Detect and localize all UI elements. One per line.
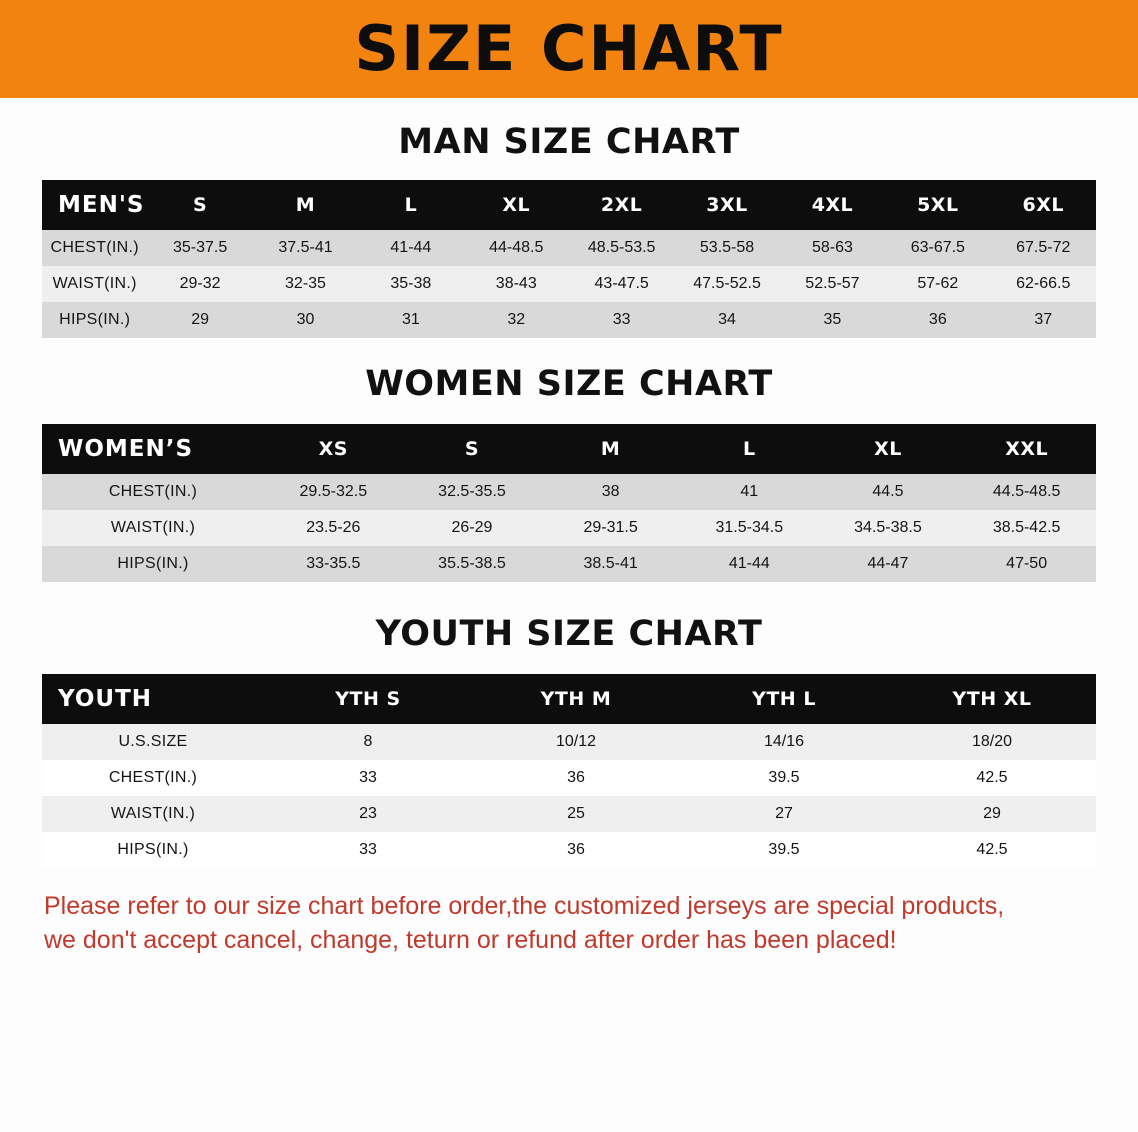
man-hips-6: 35 xyxy=(780,302,885,338)
man-chest-4: 48.5-53.5 xyxy=(569,230,674,266)
youth-corner-label: YOUTH xyxy=(58,686,153,712)
man-hips-2: 31 xyxy=(358,302,463,338)
man-hips-5: 34 xyxy=(674,302,779,338)
women-waist-4: 34.5-38.5 xyxy=(819,510,958,546)
man-chest-8: 67.5-72 xyxy=(991,230,1096,266)
women-hips-0: 33-35.5 xyxy=(264,546,403,582)
women-chest-3: 41 xyxy=(680,474,819,510)
man-col-3: XL xyxy=(502,194,531,216)
man-corner-label: MEN'S xyxy=(58,192,145,218)
youth-size-table xyxy=(42,674,1096,868)
man-chest-7: 63-67.5 xyxy=(885,230,990,266)
women-waist-1: 26-29 xyxy=(403,510,542,546)
man-hips-4: 33 xyxy=(569,302,674,338)
women-row-label-waist: WAIST(IN.) xyxy=(42,510,264,546)
man-col-6: 4XL xyxy=(811,194,854,216)
man-hips-3: 32 xyxy=(464,302,569,338)
women-waist-3: 31.5-34.5 xyxy=(680,510,819,546)
man-chest-3: 44-48.5 xyxy=(464,230,569,266)
man-waist-7: 57-62 xyxy=(885,266,990,302)
policy-note-line-1: Please refer to our size chart before order,the customized jerseys are special products, xyxy=(44,892,1005,920)
man-chest-6: 58-63 xyxy=(780,230,885,266)
man-col-8: 6XL xyxy=(1022,194,1064,216)
youth-hips-1: 36 xyxy=(472,832,680,868)
man-waist-1: 32-35 xyxy=(253,266,358,302)
women-chest-0: 29.5-32.5 xyxy=(264,474,403,510)
page-title: SIZE CHART xyxy=(354,12,784,85)
youth-hips-0: 33 xyxy=(264,832,472,868)
women-row-label-chest: CHEST(IN.) xyxy=(42,474,264,510)
man-waist-4: 43-47.5 xyxy=(569,266,674,302)
man-col-0: S xyxy=(192,194,208,216)
women-hips-2: 38.5-41 xyxy=(541,546,680,582)
women-hips-4: 44-47 xyxy=(819,546,958,582)
man-hips-7: 36 xyxy=(885,302,990,338)
man-hips-8: 37 xyxy=(991,302,1096,338)
women-chest-1: 32.5-35.5 xyxy=(403,474,542,510)
youth-col-1: YTH M xyxy=(540,688,612,710)
table-row xyxy=(42,832,1096,868)
man-chest-0: 35-37.5 xyxy=(147,230,252,266)
youth-waist-1: 25 xyxy=(472,796,680,832)
man-row-label-waist: WAIST(IN.) xyxy=(42,266,147,302)
man-section-heading: MAN SIZE CHART xyxy=(398,122,740,162)
women-col-3: L xyxy=(742,438,756,460)
youth-col-3: YTH XL xyxy=(952,688,1032,710)
table-row xyxy=(42,266,1096,302)
women-col-0: XS xyxy=(318,438,348,460)
women-chest-5: 44.5-48.5 xyxy=(957,474,1096,510)
women-chest-2: 38 xyxy=(541,474,680,510)
table-row xyxy=(42,474,1096,510)
table-row xyxy=(42,724,1096,760)
youth-waist-3: 29 xyxy=(888,796,1096,832)
man-waist-2: 35-38 xyxy=(358,266,463,302)
women-table-wrapper xyxy=(42,424,1096,582)
man-waist-6: 52.5-57 xyxy=(780,266,885,302)
women-row-label-hips: HIPS(IN.) xyxy=(42,546,264,582)
man-table-body xyxy=(42,230,1096,338)
man-waist-8: 62-66.5 xyxy=(991,266,1096,302)
youth-hips-2: 39.5 xyxy=(680,832,888,868)
women-hips-1: 35.5-38.5 xyxy=(403,546,542,582)
man-chest-2: 41-44 xyxy=(358,230,463,266)
youth-col-0: YTH S xyxy=(335,688,401,710)
women-hips-3: 41-44 xyxy=(680,546,819,582)
youth-waist-0: 23 xyxy=(264,796,472,832)
man-waist-3: 38-43 xyxy=(464,266,569,302)
women-col-5: XXL xyxy=(1005,438,1049,460)
youth-col-2: YTH L xyxy=(752,688,816,710)
youth-row-label-hips: HIPS(IN.) xyxy=(42,832,264,868)
women-table-body xyxy=(42,474,1096,582)
women-waist-2: 29-31.5 xyxy=(541,510,680,546)
women-col-2: M xyxy=(600,438,621,460)
youth-row-label-chest: CHEST(IN.) xyxy=(42,760,264,796)
table-header-row xyxy=(42,424,1096,474)
man-size-table xyxy=(42,180,1096,338)
youth-chest-1: 36 xyxy=(472,760,680,796)
youth-ussize-3: 18/20 xyxy=(888,724,1096,760)
man-col-4: 2XL xyxy=(600,194,643,216)
women-waist-0: 23.5-26 xyxy=(264,510,403,546)
man-col-1: M xyxy=(295,194,316,216)
youth-row-label-waist: WAIST(IN.) xyxy=(42,796,264,832)
man-waist-5: 47.5-52.5 xyxy=(674,266,779,302)
man-col-5: 3XL xyxy=(706,194,748,216)
man-col-2: L xyxy=(404,194,418,216)
youth-ussize-2: 14/16 xyxy=(680,724,888,760)
youth-hips-3: 42.5 xyxy=(888,832,1096,868)
youth-row-label-ussize: U.S.SIZE xyxy=(42,724,264,760)
youth-waist-2: 27 xyxy=(680,796,888,832)
women-size-table xyxy=(42,424,1096,582)
youth-table-wrapper xyxy=(42,674,1096,868)
women-section-heading: WOMEN SIZE CHART xyxy=(365,364,773,404)
table-row xyxy=(42,230,1096,266)
man-chest-5: 53.5-58 xyxy=(674,230,779,266)
man-col-7: 5XL xyxy=(917,194,959,216)
youth-ussize-0: 8 xyxy=(264,724,472,760)
women-hips-5: 47-50 xyxy=(957,546,1096,582)
table-row xyxy=(42,510,1096,546)
women-chest-4: 44.5 xyxy=(819,474,958,510)
youth-chest-2: 39.5 xyxy=(680,760,888,796)
table-row xyxy=(42,796,1096,832)
youth-section-heading: YOUTH SIZE CHART xyxy=(375,614,763,654)
man-row-label-chest: CHEST(IN.) xyxy=(42,230,147,266)
policy-note xyxy=(44,890,1094,958)
women-table-header xyxy=(42,424,1096,474)
table-header-row xyxy=(42,180,1096,230)
table-header-row xyxy=(42,674,1096,724)
table-row xyxy=(42,760,1096,796)
youth-ussize-1: 10/12 xyxy=(472,724,680,760)
youth-table-header xyxy=(42,674,1096,724)
youth-table-body xyxy=(42,724,1096,868)
man-table-header xyxy=(42,180,1096,230)
women-waist-5: 38.5-42.5 xyxy=(957,510,1096,546)
man-waist-0: 29-32 xyxy=(147,266,252,302)
man-table-wrapper xyxy=(42,180,1096,338)
women-col-1: S xyxy=(464,438,480,460)
man-hips-0: 29 xyxy=(147,302,252,338)
youth-chest-0: 33 xyxy=(264,760,472,796)
man-hips-1: 30 xyxy=(253,302,358,338)
man-row-label-hips: HIPS(IN.) xyxy=(42,302,147,338)
man-chest-1: 37.5-41 xyxy=(253,230,358,266)
women-col-4: XL xyxy=(874,438,902,460)
policy-note-line-2: we don't accept cancel, change, teturn or refund after order has been placed! xyxy=(44,925,897,954)
youth-chest-3: 42.5 xyxy=(888,760,1096,796)
table-row xyxy=(42,302,1096,338)
women-corner-label: WOMEN’S xyxy=(58,436,194,462)
table-row xyxy=(42,546,1096,582)
page-banner xyxy=(0,0,1138,98)
